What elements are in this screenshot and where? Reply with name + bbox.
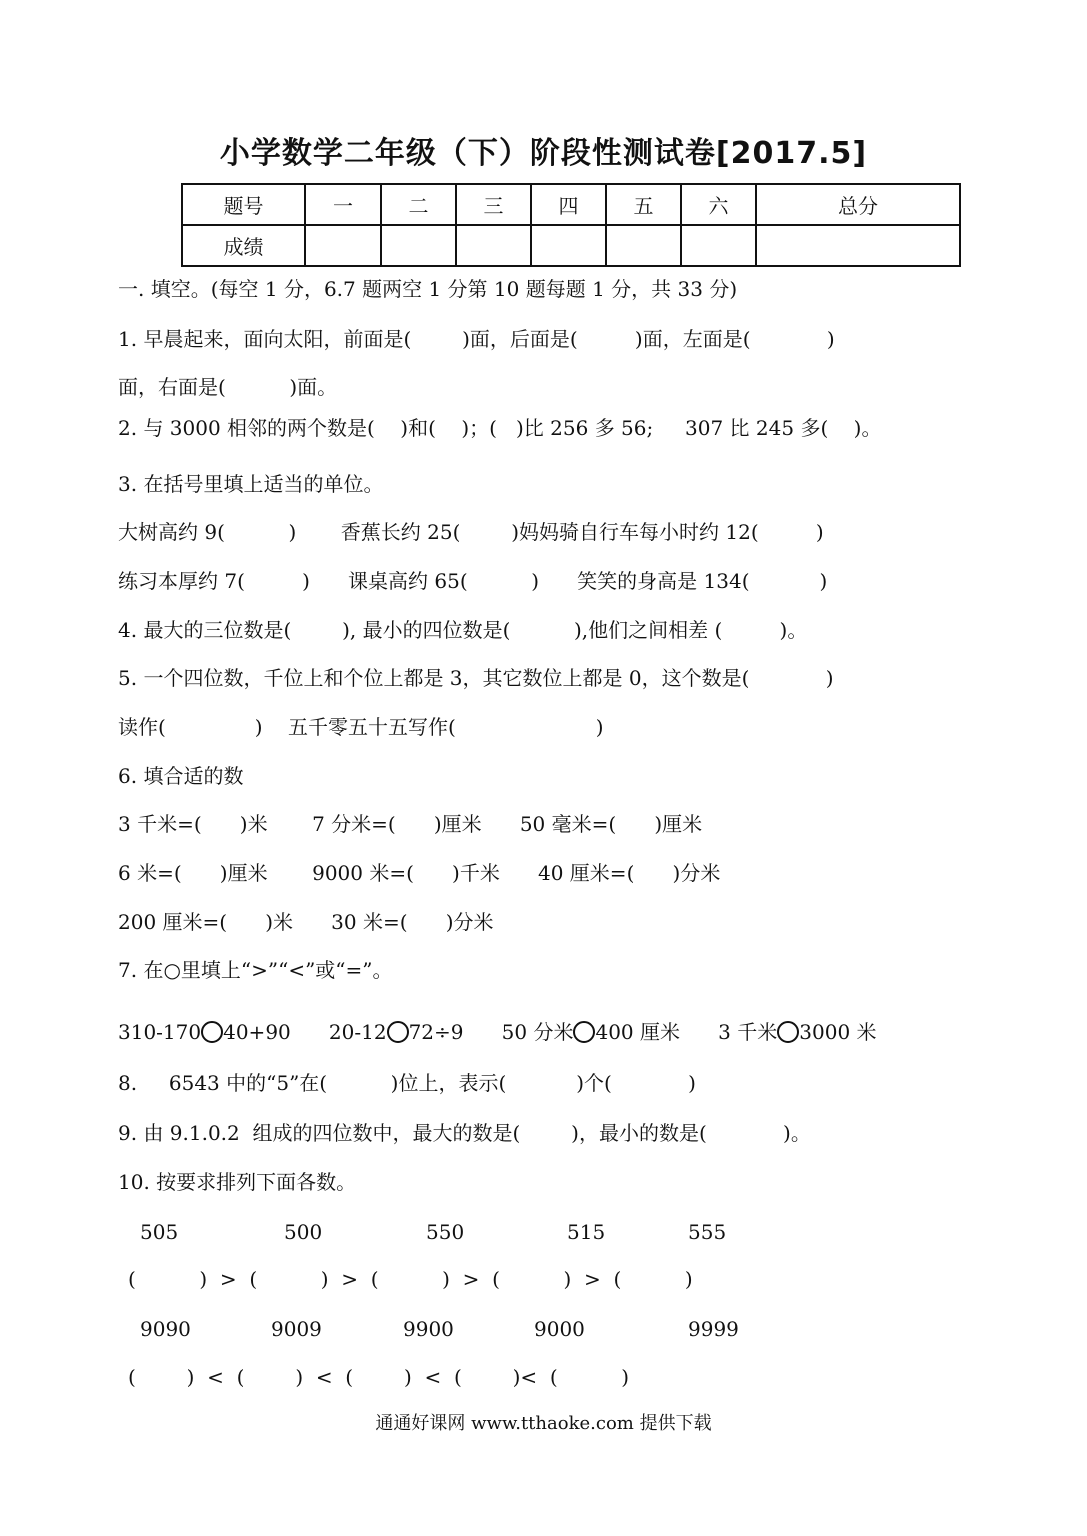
question-7: 7. 在○里填上“>”“<”或“=”。 (118, 958, 393, 982)
footer-credit: 通通好课网 www.tthaoke.com 提供下载 (375, 1413, 712, 1434)
score-header-cell: 三 (456, 184, 531, 225)
question-3-line-a: 大树高约 9( ) 香蕉长约 25( )妈妈骑自行车每小时约 12( ) (118, 520, 824, 544)
q10-number: 500 (284, 1220, 323, 1244)
compare-right: 400 厘米 (595, 1020, 681, 1044)
q10-number: 550 (426, 1220, 465, 1244)
q10-number: 505 (140, 1220, 179, 1244)
question-1-line-a: 1. 早晨起来，面向太阳，前面是( )面，后面是( )面，左面是( ) (118, 327, 835, 351)
question-6-line-a: 3 千米=( )米 7 分米=( )厘米 50 毫米=( )厘米 (118, 812, 703, 836)
score-header-cell: 二 (381, 184, 456, 225)
score-table-header-row (182, 184, 960, 225)
score-row-label: 成绩 (182, 225, 305, 266)
question-3: 3. 在括号里填上适当的单位。 (118, 472, 384, 496)
compare-left: 3 千米 (718, 1020, 778, 1044)
score-header-cell: 总分 (756, 184, 960, 225)
compare-circle-icon[interactable] (387, 1021, 409, 1043)
compare-left: 20-12 (328, 1020, 387, 1044)
question-4: 4. 最大的三位数是( ), 最小的四位数是( ),他们之间相差 ( )。 (118, 618, 808, 642)
score-cell[interactable] (305, 225, 381, 266)
score-table-score-row (182, 225, 960, 266)
compare-right: 40+90 (223, 1020, 291, 1044)
q10-number: 555 (688, 1220, 727, 1244)
score-header-cell: 四 (531, 184, 606, 225)
compare-left: 50 分米 (501, 1020, 574, 1044)
score-cell[interactable] (681, 225, 756, 266)
question-7-comparisons (118, 1020, 877, 1044)
q10-order-row-b: ( ) < ( ) < ( ) < ( )< ( ) (128, 1365, 630, 1389)
question-9: 9. 由 9.1.0.2 组成的四位数中，最大的数是( )，最小的数是( )。 (118, 1121, 811, 1145)
score-header-cell: 六 (681, 184, 756, 225)
score-header-cell: 题号 (182, 184, 305, 225)
question-6: 6. 填合适的数 (118, 764, 244, 788)
compare-circle-icon[interactable] (573, 1021, 595, 1043)
compare-right: 72÷9 (408, 1020, 464, 1044)
q10-number: 9090 (140, 1317, 191, 1341)
q10-number: 515 (567, 1220, 606, 1244)
compare-circle-icon[interactable] (777, 1021, 799, 1043)
score-header-cell: 一 (305, 184, 381, 225)
q10-order-row-a: ( ) > ( ) > ( ) > ( ) > ( ) (128, 1267, 693, 1291)
q10-number: 9000 (534, 1317, 585, 1341)
q10-number: 9009 (271, 1317, 322, 1341)
compare-circle-icon[interactable] (201, 1021, 223, 1043)
question-5-line-a: 5. 一个四位数，千位上和个位上都是 3，其它数位上都是 0，这个数是( ) (118, 666, 834, 690)
question-6-line-b: 6 米=( )厘米 9000 米=( )千米 40 厘米=( )分米 (118, 861, 721, 885)
score-header-cell: 五 (606, 184, 681, 225)
q10-number: 9900 (403, 1317, 454, 1341)
question-3-line-b: 练习本厚约 7( ) 课桌高约 65( ) 笑笑的身高是 134( ) (118, 569, 828, 593)
compare-left: 310-170 (118, 1020, 202, 1044)
question-2: 2. 与 3000 相邻的两个数是( )和( )；( )比 256 多 56; 307 比 245 多( )。 (118, 416, 882, 440)
question-5-line-b: 读作( ) 五千零五十五写作( ) (118, 715, 604, 739)
compare-right: 3000 米 (799, 1020, 877, 1044)
score-cell[interactable] (381, 225, 456, 266)
score-cell[interactable] (606, 225, 681, 266)
q10-number: 9999 (688, 1317, 739, 1341)
score-cell[interactable] (756, 225, 960, 266)
score-cell[interactable] (531, 225, 606, 266)
section-heading: 一. 填空。(每空 1 分，6.7 题两空 1 分第 10 题每题 1 分，共 33 分) (118, 277, 738, 301)
score-cell[interactable] (456, 225, 531, 266)
question-6-line-c: 200 厘米=( )米 30 米=( )分米 (118, 910, 494, 934)
question-10: 10. 按要求排列下面各数。 (118, 1170, 357, 1194)
question-1-line-b: 面，右面是( )面。 (118, 375, 338, 399)
score-table (181, 183, 961, 267)
page-title: 小学数学二年级（下）阶段性测试卷[2017.5] (219, 136, 868, 171)
question-8: 8. 6543 中的“5”在( )位上，表示( )个( ) (118, 1071, 696, 1095)
